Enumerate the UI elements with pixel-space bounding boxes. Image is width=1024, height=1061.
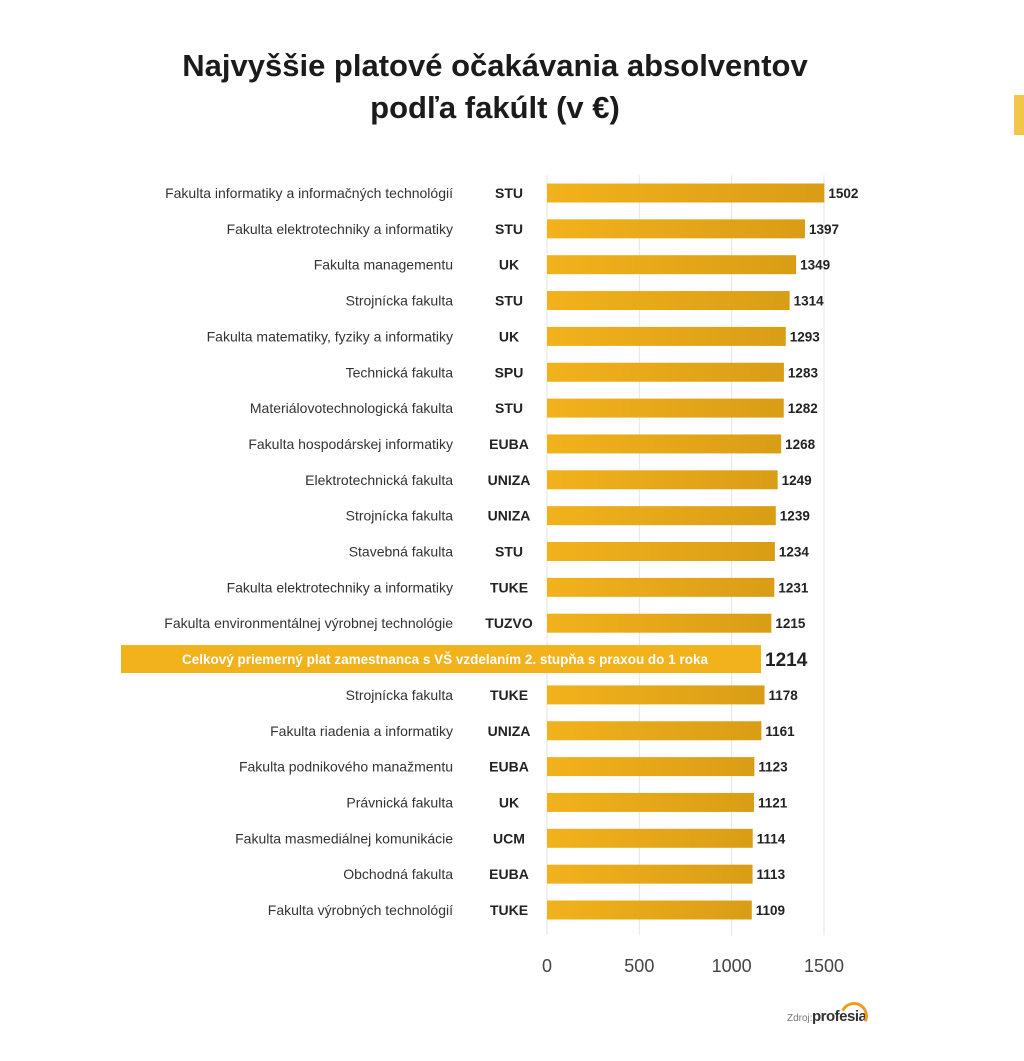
bar-6: [547, 399, 784, 418]
value-label-9: 1239: [779, 508, 810, 524]
bar-10: [547, 542, 775, 561]
category-label-19: Obchodná fakulta: [343, 866, 453, 883]
category-label-12: Fakulta environmentálnej výrobnej technológie: [164, 615, 453, 632]
value-label-17: 1121: [758, 795, 788, 811]
bar-9: [547, 506, 776, 525]
university-label-1: STU: [495, 220, 523, 237]
category-label-17: Právnická fakulta: [346, 794, 453, 811]
chart-title-line-2: podľa fakúlt (v €): [370, 90, 620, 125]
value-label-2: 1349: [800, 257, 831, 273]
category-label-14: Strojnícka fakulta: [345, 686, 453, 703]
x-tick-label-500: 500: [624, 956, 655, 976]
bar-2: [547, 255, 796, 274]
category-label-7: Fakulta hospodárskej informatiky: [248, 435, 453, 452]
bar-0: [547, 184, 824, 203]
bar-18: [547, 829, 753, 848]
university-label-6: STU: [495, 400, 523, 417]
value-label-20: 1109: [755, 903, 786, 918]
category-label-10: Stavebná fakulta: [348, 543, 453, 560]
value-label-5: 1283: [787, 365, 818, 381]
value-label-7: 1268: [785, 436, 816, 452]
university-label-4: UK: [498, 328, 520, 345]
bar-19: [547, 865, 753, 884]
category-label-5: Technická fakulta: [345, 364, 453, 381]
university-label-5: SPU: [494, 364, 524, 381]
profesia-logo-icon: [836, 998, 872, 1034]
university-label-16: EUBA: [489, 758, 529, 775]
bar-12: [547, 614, 771, 633]
university-label-18: UCM: [493, 830, 525, 847]
university-label-10: STU: [495, 543, 523, 560]
value-label-14: 1178: [768, 687, 798, 703]
value-label-4: 1293: [789, 329, 820, 345]
category-label-18: Fakulta masmediálnej komunikácie: [235, 830, 453, 847]
bar-3: [547, 291, 790, 310]
value-label-1: 1397: [808, 221, 840, 237]
bar-17: [547, 793, 754, 812]
bar-5: [547, 363, 784, 382]
value-label-6: 1282: [787, 401, 818, 417]
x-tick-label-0: 0: [541, 956, 553, 976]
category-label-11: Fakulta elektrotechniky a informatiky: [226, 579, 453, 596]
university-label-14: TUKE: [489, 686, 529, 703]
value-label-19: 1113: [756, 867, 786, 883]
category-label-8: Elektrotechnická fakulta: [305, 471, 453, 488]
value-label-0: 1502: [828, 186, 859, 201]
value-label-12: 1215: [775, 616, 806, 632]
university-label-7: EUBA: [489, 435, 529, 452]
highlight-label: Celkový priemerný plat zamestnanca s VŠ vzdelaním 2. stupňa s praxou do 1 roka: [182, 652, 708, 668]
bar-4: [547, 327, 786, 346]
category-label-20: Fakulta výrobných technológií: [267, 902, 453, 918]
value-label-11: 1231: [778, 580, 809, 596]
x-tick-label-1500: 1500: [803, 956, 845, 976]
university-label-12: TUZVO: [485, 615, 533, 632]
category-label-9: Strojnícka fakulta: [345, 507, 453, 524]
bar-20: [547, 901, 752, 920]
category-label-1: Fakulta elektrotechniky a informatiky: [226, 220, 453, 237]
x-tick-label-1000: 1000: [711, 956, 752, 976]
category-label-4: Fakulta matematiky, fyziky a informatiky: [206, 328, 453, 345]
value-label-15: 1161: [765, 723, 795, 739]
value-label-18: 1114: [756, 831, 786, 847]
highlight-value-label: 1214: [765, 650, 808, 672]
university-label-8: UNIZA: [487, 471, 531, 488]
bar-15: [547, 721, 761, 740]
bar-11: [547, 578, 774, 597]
university-label-11: TUKE: [489, 579, 529, 596]
bar-14: [547, 685, 765, 704]
university-label-9: UNIZA: [487, 507, 531, 524]
chart-title-line-1: Najvyššie platové očakávania absolventov: [182, 48, 808, 83]
category-label-0: Fakulta informatiky a informačných technológií: [165, 185, 453, 201]
university-label-0: STU: [495, 185, 523, 201]
university-label-2: UK: [498, 256, 520, 273]
value-label-10: 1234: [778, 544, 809, 560]
university-label-3: STU: [495, 292, 523, 309]
category-label-16: Fakulta podnikového manažmentu: [238, 758, 453, 775]
value-label-8: 1249: [781, 472, 812, 488]
bar-7: [547, 434, 781, 453]
category-label-15: Fakulta riadenia a informatiky: [270, 722, 453, 739]
category-label-3: Strojnícka fakulta: [345, 292, 453, 309]
bar-16: [547, 757, 754, 776]
university-label-17: UK: [498, 794, 520, 811]
bar-1: [547, 219, 805, 238]
university-label-19: EUBA: [489, 866, 529, 883]
university-label-15: UNIZA: [487, 722, 531, 739]
source-label: Zdroj:: [787, 1013, 813, 1024]
category-label-2: Fakulta managementu: [313, 256, 453, 273]
value-label-16: 1123: [758, 759, 788, 775]
category-label-6: Materiálovotechnologická fakulta: [249, 400, 453, 417]
bar-8: [547, 470, 778, 489]
university-label-20: TUKE: [489, 902, 529, 918]
value-label-3: 1314: [793, 293, 824, 309]
profesia-logo: profesia: [812, 1008, 867, 1025]
